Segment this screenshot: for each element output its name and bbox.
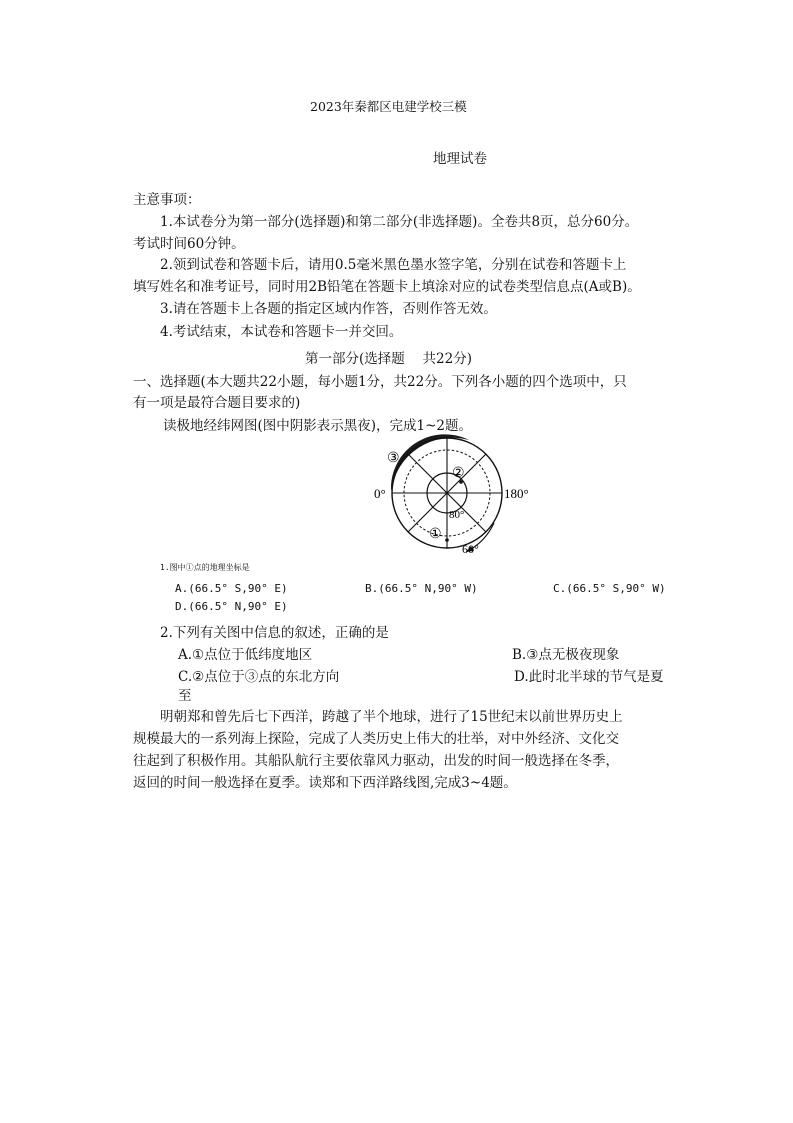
q1-option-c: C.(66.5° S,90° W) [553, 582, 666, 595]
q2-option-b: B.③点无极夜现象 [512, 647, 620, 663]
passage-line-2: 规模最大的一系列海上探险，完成了人类历史上伟大的壮举，对中外经济、文化交 [133, 731, 619, 747]
subject-title: 地理试卷 [433, 151, 487, 167]
q1-stem: 1.图中①点的地理坐标是 [160, 563, 250, 572]
label-180-deg: 180° [504, 486, 529, 501]
label-80-deg: 80° [449, 509, 465, 521]
passage-line-3: 往起到了积极作用。其船队航行主要依靠风力驱动，出发的时间一般选择在冬季， [133, 753, 619, 769]
note-item-2: 2.领到试卷和答题卡后，请用0.5毫米黑色墨水签字笔，分别在试卷和答题卡上 [160, 257, 627, 273]
polar-graticule-figure [360, 428, 530, 560]
label-0-deg: 0° [374, 486, 386, 501]
marker-3: ③ [387, 451, 400, 466]
marker-1: ① [429, 527, 442, 542]
q2-stem: 2.下列有关图中信息的叙述，正确的是 [160, 625, 389, 641]
q2-option-d-cont: 至 [178, 688, 192, 704]
q2-option-d: D.此时北半球的节气是夏 [514, 669, 664, 685]
q1-option-b: B.(66.5° N,90° W) [365, 582, 478, 595]
passage-line-1: 明朝郑和曾先后七下西洋，跨越了半个地球，进行了15世纪末以前世界历史上 [160, 709, 623, 725]
q2-option-c: C.②点位于③点的东北方向 [178, 669, 340, 685]
marker-2: ② [452, 466, 465, 481]
figure-intro: 读极地经纬网图(图中阴影表示黑夜)，完成1~2题。 [163, 418, 473, 434]
note-item-4: 4.考试结束，本试卷和答题卡一并交回。 [160, 324, 403, 340]
part1-instruction: 一、选择题(本大题共22小题，每小题1分，共22分。下列各小题的四个选项中，只 [133, 374, 627, 390]
notes-heading: 主意事项： [133, 192, 201, 208]
q1-option-d: D.(66.5° N,90° E) [175, 600, 288, 613]
note-item-1: 1.本试卷分为第一部分(选择题)和第二部分(非选择题)。全卷共8页，总分60分。 [160, 214, 639, 230]
part1-instruction-cont: 有一项是最符合题目要求的) [133, 395, 301, 411]
exam-title: 2023年秦都区电建学校三模 [310, 99, 467, 114]
q1-option-a: A.(66.5° S,90° E) [175, 582, 288, 595]
label-60-deg: 60° [462, 542, 479, 556]
note-item-3: 3.请在答题卡上各题的指定区域内作答，否则作答无效。 [160, 301, 497, 317]
point-1-dot [445, 538, 449, 542]
q2-option-a: A.①点位于低纬度地区 [178, 647, 313, 663]
note-item-2-cont: 填写姓名和准考证号，同时用2B铅笔在答题卡上填涂对应的试卷类型信息点(A或B)。 [133, 279, 641, 295]
passage-line-4: 返回的时间一般选择在夏季。读郑和下西洋路线图,完成3~4题。 [133, 775, 517, 791]
part1-title: 第一部分(选择题 共22分) [305, 351, 473, 367]
note-item-1-cont: 考试时间60分钟。 [133, 236, 245, 252]
